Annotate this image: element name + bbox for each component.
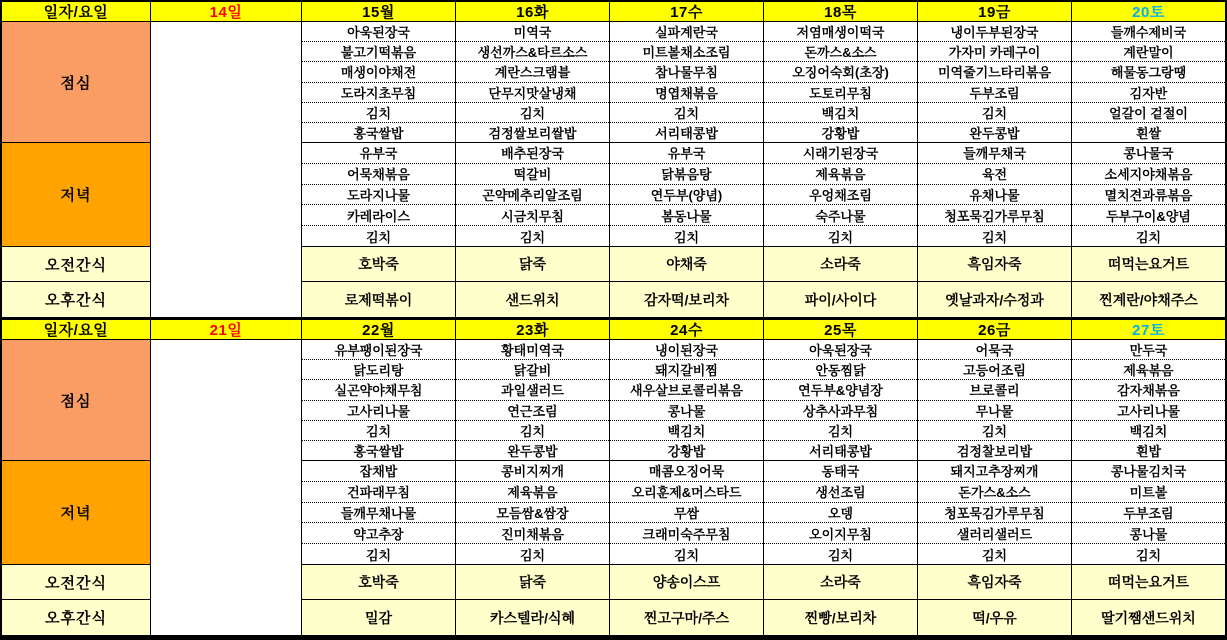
day-header-cell: 26금 [918,320,1071,339]
menu-item: 가자미 카레구이 [918,42,1071,62]
day-header-cell: 27토 [1072,320,1225,339]
day-header-cell: 24수 [610,320,763,339]
snack-cell-am: 흑임자죽 [918,247,1071,281]
menu-item: 감자채볶음 [1072,380,1225,400]
menu-cell-lunch [456,340,609,460]
week-block-2 [2,320,1225,638]
menu-cell-dinner [918,461,1071,564]
menu-cell-dinner [764,143,917,246]
menu-item: 브로콜리 [918,380,1071,400]
menu-item: 생선까스&타르소스 [456,42,609,62]
menu-item: 완두콩밥 [507,443,558,459]
menu-item: 김치 [519,229,546,245]
menu-item: 닭갈비 [456,360,609,380]
row-label-am-snack: 오전간식 [2,247,150,281]
menu-item: 흰쌀 [1135,125,1162,141]
menu-item: 곤약메추리알조림 [456,185,609,206]
header-row-label: 일자/요일 [2,2,150,21]
snack-cell-pm: 파이/사이다 [764,282,917,317]
menu-item: 냉이두부된장국 [918,22,1071,42]
day-header-cell: 19금 [918,2,1071,21]
menu-item: 오뎅 [764,503,917,524]
row-label-lunch: 점심 [2,22,150,142]
menu-item: 완두콩밥 [969,125,1020,141]
menu-item: 들깨무채나물 [302,503,455,524]
menu-item: 진미채볶음 [456,523,609,544]
menu-item: 김치 [456,421,609,441]
menu-item: 시금치무침 [456,205,609,226]
menu-item: 생선조림 [764,482,917,503]
menu-item: 콩나물국 [1072,143,1225,164]
menu-item: 김치 [610,103,763,123]
snack-cell-pm: 찐고구마/주스 [610,600,763,635]
menu-item: 김치 [456,103,609,123]
menu-item: 김치 [827,547,854,563]
menu-item: 김치 [302,103,455,123]
date-header-cell: 14일 [151,2,301,21]
menu-item: 김치 [302,421,455,441]
menu-cell-lunch [764,22,917,142]
menu-item: 약고추장 [302,523,455,544]
menu-item: 강황밥 [821,125,860,141]
menu-item: 매생이야채전 [302,62,455,82]
menu-cell-dinner [610,143,763,246]
menu-item: 콩나물 [610,401,763,421]
menu-item: 멸치견과류볶음 [1072,185,1225,206]
menu-item: 무나물 [918,401,1071,421]
menu-item: 건파래무침 [302,482,455,503]
menu-item: 고사리나물 [302,401,455,421]
menu-item: 미역줄기느타리볶음 [918,62,1071,82]
menu-item: 제육볶음 [1072,360,1225,380]
menu-item: 미트볼 [1072,482,1225,503]
row-label-dinner: 저녁 [2,143,150,246]
menu-item: 콩나물김치국 [1072,461,1225,482]
menu-cell-lunch [764,340,917,460]
menu-item: 참나물무침 [610,62,763,82]
menu-item: 돼지고추장찌개 [918,461,1071,482]
menu-item: 무쌈 [610,503,763,524]
menu-item: 카레라이스 [302,205,455,226]
menu-item: 황태미역국 [456,340,609,360]
snack-cell-pm: 샌드위치 [456,282,609,317]
menu-item: 홍국쌀밥 [353,443,404,459]
row-label-pm-snack: 오후간식 [2,282,150,317]
menu-item: 연두부&양념장 [764,380,917,400]
menu-cell-dinner [302,143,455,246]
menu-item: 콩비지찌개 [456,461,609,482]
menu-item: 김치 [981,229,1008,245]
menu-item: 육전 [918,164,1071,185]
day-header-cell: 17수 [610,2,763,21]
menu-item: 새우살브로콜리볶음 [610,380,763,400]
snack-cell-pm: 찐계란/야채주스 [1072,282,1225,317]
menu-item: 김치 [1135,547,1162,563]
menu-item: 고등어조림 [918,360,1071,380]
menu-item: 고사리나물 [1072,401,1225,421]
menu-item: 백김치 [1072,421,1225,441]
menu-item: 도토리무침 [764,83,917,103]
menu-item: 두부조림 [1072,503,1225,524]
menu-item: 계란말이 [1072,42,1225,62]
menu-item: 김치 [981,547,1008,563]
menu-cell-lunch [918,22,1071,142]
menu-item: 닭볶음탕 [610,164,763,185]
menu-item: 숙주나물 [764,205,917,226]
day-header-cell: 16화 [456,2,609,21]
menu-item: 샐러리샐러드 [918,523,1071,544]
menu-cell-lunch [610,22,763,142]
menu-cell-dinner [918,143,1071,246]
snack-cell-am: 소라죽 [764,565,917,599]
menu-item: 서리태콩밥 [655,125,718,141]
menu-item: 어묵국 [918,340,1071,360]
menu-item: 아욱된장국 [764,340,917,360]
menu-item: 우엉채조림 [764,185,917,206]
day-header-cell: 20토 [1072,2,1225,21]
snack-cell-am: 떠먹는요거트 [1072,247,1225,281]
menu-item: 유부국 [610,143,763,164]
menu-item: 들깨무채국 [918,143,1071,164]
menu-item: 백김치 [610,421,763,441]
menu-cell-dinner [1072,143,1225,246]
menu-cell-dinner [456,143,609,246]
menu-cell-dinner [764,461,917,564]
menu-item: 청포묵김가루무침 [918,205,1071,226]
snack-cell-pm: 카스텔라/식혜 [456,600,609,635]
snack-cell-pm: 로제떡볶이 [302,282,455,317]
menu-item: 두부조림 [918,83,1071,103]
menu-item: 김치 [1135,229,1162,245]
menu-item: 유부팽이된장국 [302,340,455,360]
menu-item: 소세지야채볶음 [1072,164,1225,185]
menu-item: 크래미숙주무침 [610,523,763,544]
snack-cell-pm: 감자떡/보리차 [610,282,763,317]
menu-item: 떡갈비 [456,164,609,185]
day-header-cell: 18목 [764,2,917,21]
menu-item: 도라지초무침 [302,83,455,103]
menu-cell-lunch [1072,340,1225,460]
menu-item: 유부국 [302,143,455,164]
menu-item: 안동찜닭 [764,360,917,380]
menu-item: 홍국쌀밥 [353,125,404,141]
row-label-pm-snack: 오후간식 [2,600,150,635]
menu-item: 연근조림 [456,401,609,421]
day-header-cell: 25목 [764,320,917,339]
snack-cell-pm: 옛날과자/수정과 [918,282,1071,317]
menu-item: 김치 [365,547,392,563]
menu-item: 김치 [673,547,700,563]
empty-date-cell [151,340,301,635]
menu-item: 불고기떡볶음 [302,42,455,62]
menu-item: 오징어숙회(초장) [764,62,917,82]
snack-cell-am: 호박죽 [302,565,455,599]
menu-item: 어묵채볶음 [302,164,455,185]
empty-date-cell [151,22,301,317]
menu-item: 미역국 [456,22,609,42]
snack-cell-am: 양송이스프 [610,565,763,599]
menu-item: 김자반 [1072,83,1225,103]
menu-item: 명엽채볶음 [610,83,763,103]
row-label-am-snack: 오전간식 [2,565,150,599]
menu-item: 김치 [827,229,854,245]
menu-cell-lunch [302,340,455,460]
menu-item: 모듬쌈&쌈장 [456,503,609,524]
date-header-cell: 21일 [151,320,301,339]
menu-item: 닭도리탕 [302,360,455,380]
menu-item: 실파계란국 [610,22,763,42]
snack-cell-am: 호박죽 [302,247,455,281]
menu-item: 해물동그랑땡 [1072,62,1225,82]
menu-item: 매콤오징어묵 [610,461,763,482]
menu-item: 두부구이&양념 [1072,205,1225,226]
menu-cell-dinner [302,461,455,564]
menu-item: 돼지갈비찜 [610,360,763,380]
menu-item: 청포묵김가루무침 [918,503,1071,524]
menu-cell-dinner [1072,461,1225,564]
snack-cell-pm: 떡/우유 [918,600,1071,635]
week-block-1 [2,2,1225,320]
menu-item: 검정찰보리밥 [956,443,1033,459]
menu-item: 미트볼채소조림 [610,42,763,62]
menu-item: 김치 [673,229,700,245]
menu-cell-lunch [610,340,763,460]
menu-item: 돈가스&소스 [918,482,1071,503]
row-label-dinner: 저녁 [2,461,150,564]
menu-item: 백김치 [764,103,917,123]
menu-item: 봄동나물 [610,205,763,226]
menu-item: 배추된장국 [456,143,609,164]
menu-item: 들깨수제비국 [1072,22,1225,42]
menu-item: 김치 [519,547,546,563]
menu-item: 서리태콩밥 [809,443,872,459]
menu-item: 시래기된장국 [764,143,917,164]
header-row-label: 일자/요일 [2,320,150,339]
menu-item: 강황밥 [667,443,706,459]
menu-cell-lunch [456,22,609,142]
menu-item: 제육볶음 [456,482,609,503]
menu-item: 콩나물 [1072,523,1225,544]
snack-cell-am: 떠먹는요거트 [1072,565,1225,599]
menu-item: 도라지나물 [302,185,455,206]
menu-item: 실곤약야채무침 [302,380,455,400]
snack-cell-am: 야채죽 [610,247,763,281]
menu-item: 연두부(양념) [610,185,763,206]
menu-item: 동태국 [764,461,917,482]
menu-item: 유채나물 [918,185,1071,206]
snack-cell-am: 흑임자죽 [918,565,1071,599]
menu-item: 만두국 [1072,340,1225,360]
menu-item: 김치 [918,421,1071,441]
menu-item: 김치 [764,421,917,441]
menu-item: 얼갈이 겉절이 [1072,103,1225,123]
menu-item: 김치 [365,229,392,245]
menu-cell-lunch [1072,22,1225,142]
menu-cell-lunch [302,22,455,142]
menu-item: 냉이된장국 [610,340,763,360]
menu-item: 상추사과무침 [764,401,917,421]
menu-item: 아욱된장국 [302,22,455,42]
day-header-cell: 22월 [302,320,455,339]
snack-cell-pm: 딸기쨈샌드위치 [1072,600,1225,635]
snack-cell-pm: 밀감 [302,600,455,635]
menu-item: 김치 [918,103,1071,123]
menu-item: 과일샐러드 [456,380,609,400]
snack-cell-pm: 찐빵/보리차 [764,600,917,635]
snack-cell-am: 소라죽 [764,247,917,281]
snack-cell-am: 닭죽 [456,247,609,281]
row-label-lunch: 점심 [2,340,150,460]
menu-item: 오리훈제&머스타드 [610,482,763,503]
menu-cell-dinner [610,461,763,564]
menu-item: 검정쌀보리쌀밥 [488,125,577,141]
menu-item: 단무지맛살냉채 [456,83,609,103]
menu-item: 돈까스&소스 [764,42,917,62]
menu-item: 오이지무침 [764,523,917,544]
menu-cell-dinner [456,461,609,564]
menu-item: 제육볶음 [764,164,917,185]
snack-cell-am: 닭죽 [456,565,609,599]
menu-item: 잡채밥 [302,461,455,482]
menu-item: 저염매생이떡국 [764,22,917,42]
menu-item: 흰밥 [1135,443,1162,459]
menu-cell-lunch [918,340,1071,460]
day-header-cell: 23화 [456,320,609,339]
day-header-cell: 15월 [302,2,455,21]
menu-item: 계란스크램블 [456,62,609,82]
